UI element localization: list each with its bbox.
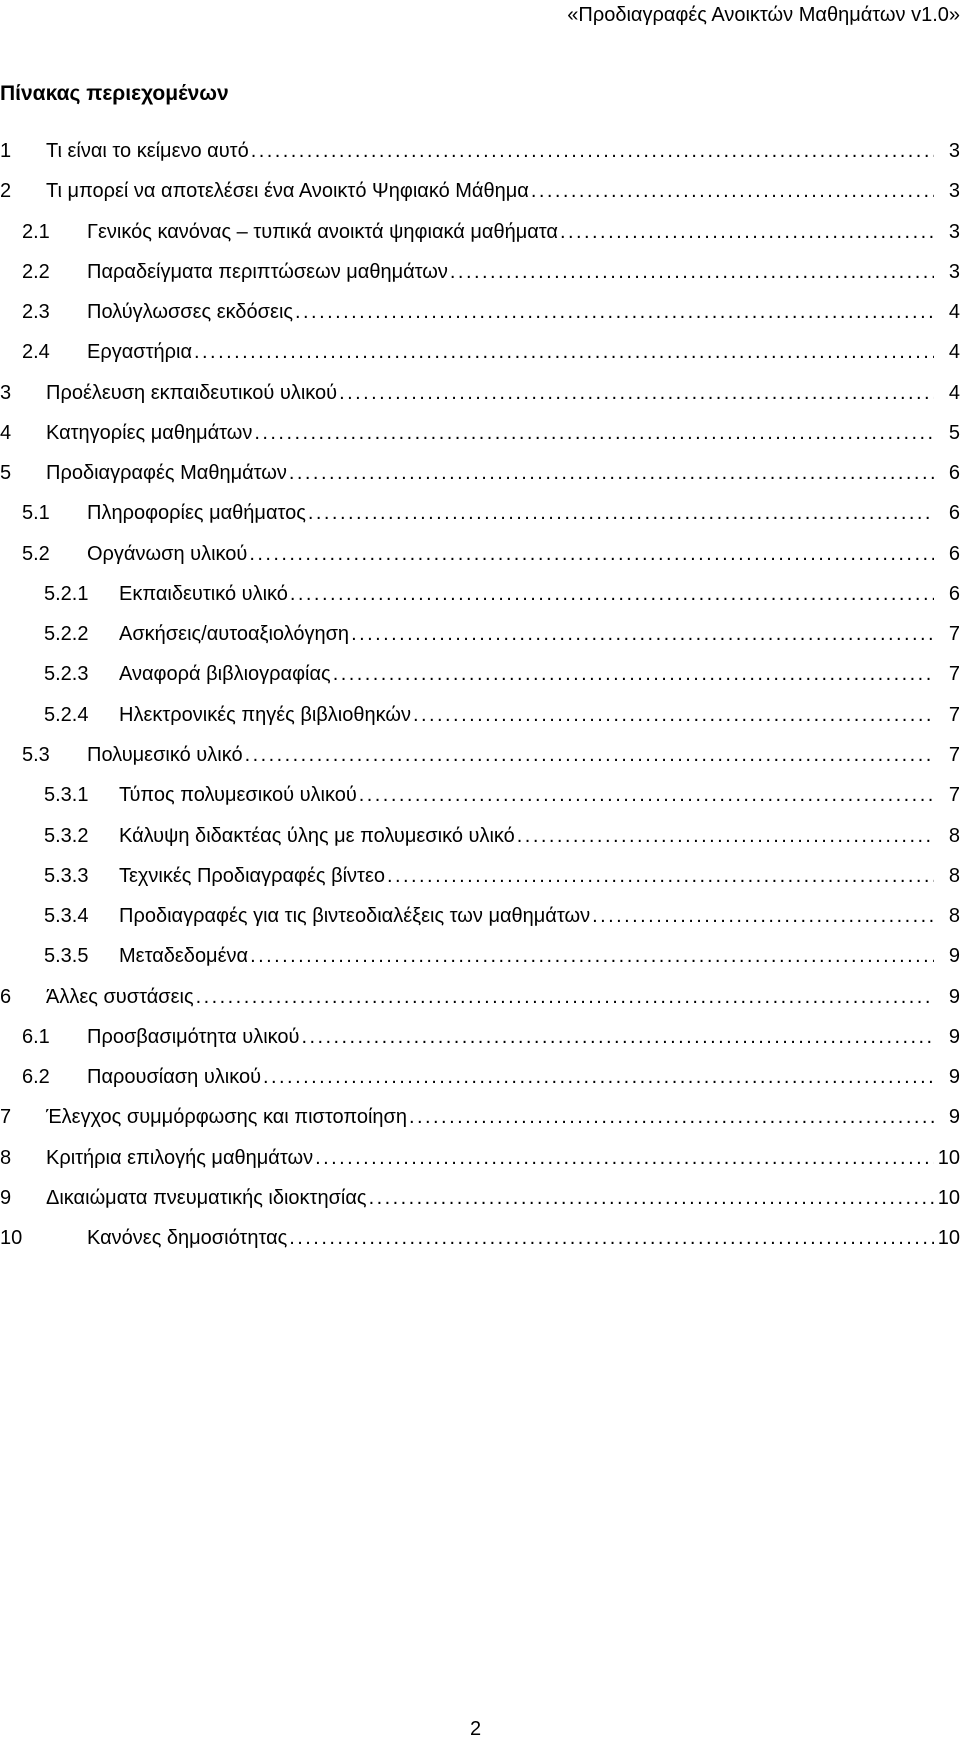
toc-entry-title: Κριτήρια επιλογής μαθημάτων: [46, 1144, 313, 1172]
toc-entry[interactable]: [0, 1023, 960, 1063]
toc-entry-title: Πολυμεσικό υλικό: [87, 741, 243, 769]
toc-entry-title: Κάλυψη διδακτέας ύλης με πολυμεσικό υλικό: [119, 822, 515, 850]
toc-entry-page: 9: [948, 1066, 960, 1089]
toc-entry-page: 7: [948, 703, 960, 726]
toc-entry-number: 5.3.2: [44, 824, 89, 847]
toc-entry-title: Τι είναι το κείμενο αυτό: [46, 137, 249, 165]
toc-entry-title: Πληροφορίες μαθήματος: [87, 499, 306, 527]
toc-entry-title: Πολύγλωσσες εκδόσεις: [87, 298, 293, 326]
dot-leader: [290, 580, 934, 608]
toc-entry[interactable]: [0, 1224, 960, 1264]
dot-leader: [245, 741, 934, 769]
dot-leader: [263, 1063, 934, 1091]
toc-entry[interactable]: [0, 741, 960, 781]
toc-entry-page: 6: [948, 582, 960, 605]
toc-entry[interactable]: [0, 942, 960, 982]
toc-entry[interactable]: [0, 580, 960, 620]
toc-entry-page: 7: [948, 784, 960, 807]
toc-entry-page: 8: [948, 864, 960, 887]
toc-entry-title: Έλεγχος συμμόρφωσης και πιστοποίηση: [46, 1103, 407, 1131]
dot-leader: [409, 1103, 934, 1131]
toc-entry[interactable]: [0, 379, 960, 419]
toc-entry[interactable]: [0, 822, 960, 862]
table-of-contents: [0, 137, 960, 1264]
toc-entry-number: 2.4: [22, 341, 50, 364]
toc-entry-title: Κανόνες δημοσιότητας: [87, 1224, 287, 1252]
dot-leader: [339, 379, 934, 407]
toc-entry[interactable]: [0, 540, 960, 580]
toc-entry[interactable]: [0, 781, 960, 821]
toc-entry-page: 6: [948, 502, 960, 525]
toc-entry[interactable]: [0, 459, 960, 499]
toc-entry-title: Παραδείγματα περιπτώσεων μαθημάτων: [87, 258, 448, 286]
dot-leader: [196, 983, 934, 1011]
toc-entry-page: 10: [937, 1227, 960, 1250]
dot-leader: [301, 1023, 934, 1051]
toc-entry-title: Εργαστήρια: [87, 338, 192, 366]
toc-entry[interactable]: [0, 499, 960, 539]
toc-entry-number: 1: [0, 140, 12, 162]
dot-leader: [359, 781, 934, 809]
toc-entry[interactable]: [0, 419, 960, 459]
running-header: «Προδιαγραφές Ανοικτών Μαθημάτων v1.0»: [567, 4, 960, 26]
toc-entry-page: 3: [948, 140, 960, 162]
page-number: 2: [470, 1718, 482, 1740]
toc-entry-title: Εκπαιδευτικό υλικό: [119, 580, 288, 608]
toc-entry-page: 4: [948, 301, 960, 324]
toc-entry-number: 5.2: [22, 542, 50, 565]
dot-leader: [295, 298, 934, 326]
toc-entry-title: Δικαιώματα πνευματικής ιδιοκτησίας: [46, 1184, 367, 1212]
toc-entry-number: 2.1: [22, 220, 50, 243]
toc-entry-number: 5.3.1: [44, 784, 89, 807]
toc-entry-title: Τι μπορεί να αποτελέσει ένα Ανοικτό Ψηφιακό Μάθημα: [46, 177, 529, 205]
toc-entry[interactable]: [0, 862, 960, 902]
toc-entry-number: 3: [0, 381, 12, 404]
dot-leader: [289, 459, 934, 487]
toc-entry-number: 2.3: [22, 301, 50, 324]
toc-entry-page: 9: [948, 1025, 960, 1048]
toc-entry-number: 6.1: [22, 1025, 50, 1048]
toc-entry-page: 6: [948, 462, 960, 485]
toc-entry-page: 10: [937, 1186, 960, 1209]
toc-entry-number: 2.2: [22, 260, 50, 283]
toc-entry-number: 5.2.1: [44, 582, 89, 605]
toc-entry-title: Κατηγορίες μαθημάτων: [46, 419, 252, 447]
toc-entry-title: Ηλεκτρονικές πηγές βιβλιοθηκών: [119, 701, 411, 729]
toc-entry[interactable]: [0, 701, 960, 741]
toc-entry[interactable]: [0, 902, 960, 942]
toc-entry-number: 5.3.3: [44, 864, 89, 887]
toc-entry-title: Μεταδεδομένα: [119, 942, 248, 970]
toc-entry-number: 5.2.3: [44, 663, 89, 686]
toc-entry-number: 7: [0, 1106, 12, 1129]
toc-entry-page: 9: [948, 1106, 960, 1129]
dot-leader: [387, 862, 934, 890]
toc-entry-title: Προδιαγραφές Μαθημάτων: [46, 459, 287, 487]
toc-entry-page: 5: [948, 421, 960, 444]
toc-entry-number: 10: [0, 1227, 23, 1250]
dot-leader: [308, 499, 934, 527]
toc-entry-title: Προέλευση εκπαιδευτικού υλικού: [46, 379, 337, 407]
toc-entry[interactable]: [0, 620, 960, 660]
toc-entry[interactable]: [0, 258, 960, 298]
toc-entry-page: 3: [948, 220, 960, 243]
dot-leader: [369, 1184, 934, 1212]
toc-entry-page: 9: [948, 945, 960, 968]
toc-entry-title: Οργάνωση υλικού: [87, 540, 247, 568]
dot-leader: [250, 942, 934, 970]
toc-entry[interactable]: [0, 218, 960, 258]
dot-leader: [315, 1144, 934, 1172]
toc-entry-page: 7: [948, 623, 960, 646]
toc-heading: Πίνακας περιεχομένων: [0, 82, 229, 105]
toc-entry-title: Τεχνικές Προδιαγραφές βίντεο: [119, 862, 385, 890]
toc-entry[interactable]: [0, 983, 960, 1023]
toc-entry-title: Τύπος πολυμεσικού υλικού: [119, 781, 357, 809]
toc-entry-page: 10: [937, 1146, 960, 1169]
toc-entry-title: Γενικός κανόνας – τυπικά ανοικτά ψηφιακά μαθήματα: [87, 218, 558, 246]
toc-entry-page: 7: [948, 663, 960, 686]
toc-entry-page: 4: [948, 381, 960, 404]
dot-leader: [413, 701, 934, 729]
dot-leader: [592, 902, 934, 930]
toc-entry-page: 7: [948, 743, 960, 766]
toc-entry-number: 5.3.5: [44, 945, 89, 968]
toc-entry-page: 3: [948, 260, 960, 283]
toc-entry[interactable]: [0, 177, 960, 217]
dot-leader: [450, 258, 934, 286]
toc-entry[interactable]: [0, 660, 960, 700]
dot-leader: [517, 822, 934, 850]
dot-leader: [333, 660, 934, 688]
dot-leader: [560, 218, 934, 246]
toc-entry-number: 4: [0, 421, 12, 444]
toc-entry-page: 3: [948, 180, 960, 203]
toc-entry[interactable]: [0, 1144, 960, 1184]
toc-entry[interactable]: [0, 137, 960, 177]
toc-entry-title: Αναφορά βιβλιογραφίας: [119, 660, 331, 688]
toc-entry[interactable]: [0, 1103, 960, 1143]
toc-entry-page: 8: [948, 824, 960, 847]
toc-entry-number: 5: [0, 462, 12, 485]
toc-entry-page: 9: [948, 985, 960, 1008]
toc-entry[interactable]: [0, 1184, 960, 1224]
toc-entry-number: 5.1: [22, 502, 50, 525]
toc-entry[interactable]: [0, 1063, 960, 1103]
toc-entry-title: Παρουσίαση υλικού: [87, 1063, 261, 1091]
toc-entry-number: 9: [0, 1186, 12, 1209]
toc-entry[interactable]: [0, 298, 960, 338]
toc-entry-title: Ασκήσεις/αυτοαξιολόγηση: [119, 620, 349, 648]
toc-entry-number: 5.3: [22, 743, 50, 766]
toc-entry-title: Προδιαγραφές για τις βιντεοδιαλέξεις των μαθημάτων: [119, 902, 590, 930]
toc-entry-page: 8: [948, 905, 960, 928]
dot-leader: [289, 1224, 934, 1252]
toc-entry[interactable]: [0, 338, 960, 378]
toc-entry-number: 6: [0, 985, 12, 1008]
toc-entry-number: 5.2.2: [44, 623, 89, 646]
toc-entry-page: 6: [948, 542, 960, 565]
toc-entry-number: 6.2: [22, 1066, 50, 1089]
toc-entry-page: 4: [948, 341, 960, 364]
toc-entry-number: 5.3.4: [44, 905, 89, 928]
toc-entry-number: 5.2.4: [44, 703, 89, 726]
toc-entry-number: 8: [0, 1146, 12, 1169]
toc-entry-number: 2: [0, 180, 12, 203]
dot-leader: [254, 419, 934, 447]
dot-leader: [194, 338, 934, 366]
toc-entry-title: Άλλες συστάσεις: [46, 983, 194, 1011]
toc-entry-title: Προσβασιμότητα υλικού: [87, 1023, 299, 1051]
dot-leader: [531, 177, 934, 205]
dot-leader: [249, 540, 934, 568]
dot-leader: [251, 137, 934, 165]
dot-leader: [351, 620, 934, 648]
